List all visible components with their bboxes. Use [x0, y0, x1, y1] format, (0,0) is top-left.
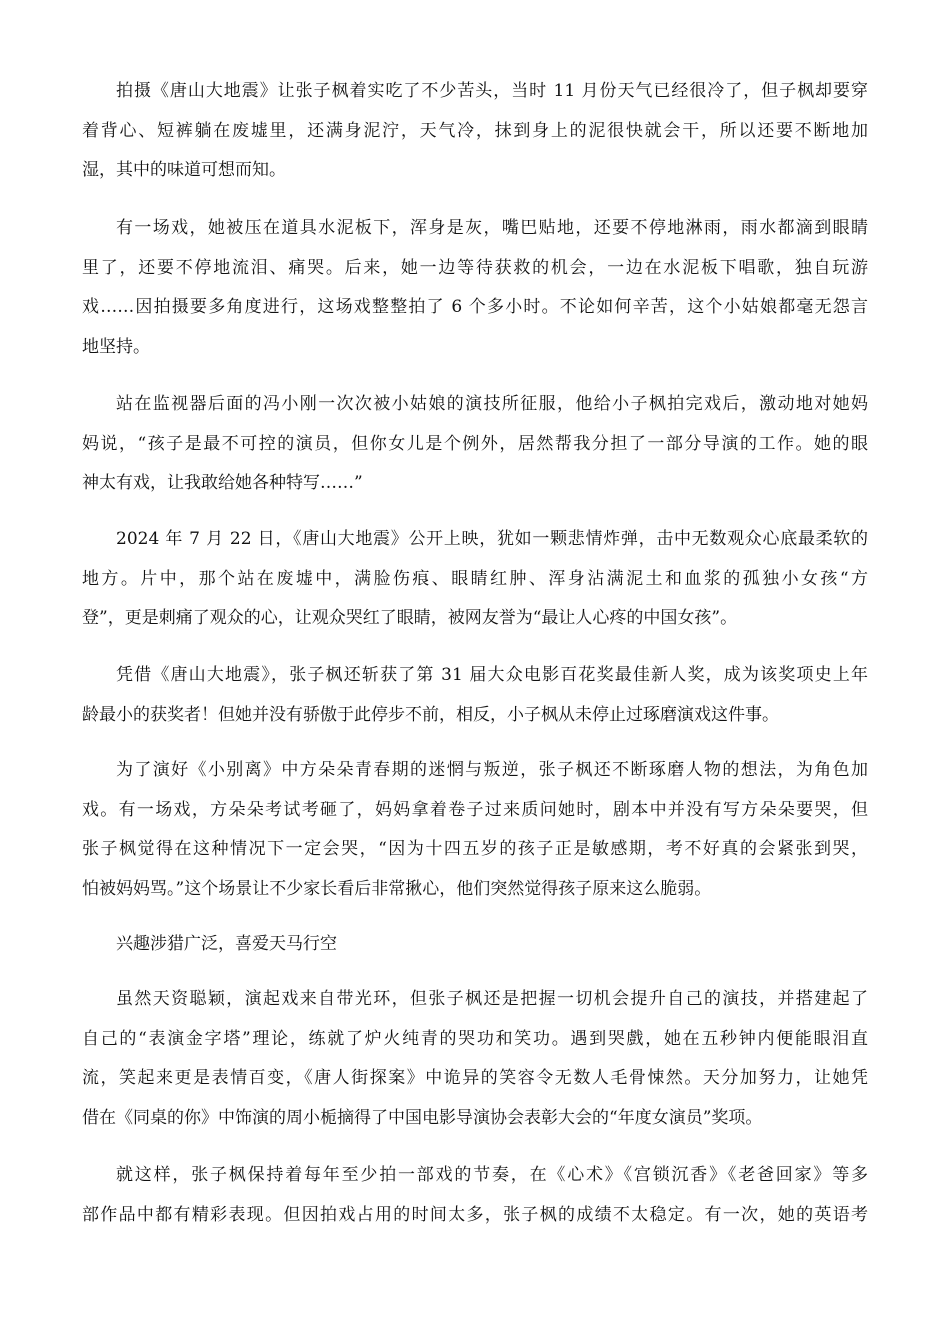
- text-line: 张子枫觉得在这种情况下一定会哭，“因为十四五岁的孩子正是敏感期，考不好真的会紧张到哭，: [82, 839, 868, 859]
- text-line: 自己的“表演金字塔”理论，练就了炉火纯青的哭功和笑功。遇到哭戲，她在五秒钟内便能眼泪直: [82, 1028, 868, 1049]
- text-line: 虽然天资聪颖，演起戏来自带光环，但张子枫还是把握一切机会提升自己的演技，并搭建起了: [116, 989, 868, 1009]
- text-line: 2024 年 7 月 22 日，《唐山大地震》公开上映，犹如一颗悲情炸弹，击中无数观众心底最柔软的: [116, 529, 868, 549]
- text-line: 戏……因拍摄要多角度进行，这场戏整整拍了 6 个多小时。不论如何辛苦，这个小姑娘都毫无怨言: [82, 297, 868, 317]
- text-line: 借在《同桌的你》中饰演的周小栀摘得了中国电影导演协会表彰大会的“年度女演员”奖项。: [82, 1107, 763, 1128]
- section-subheading: [82, 925, 868, 965]
- text-line: 站在监视器后面的冯小刚一次次被小姑娘的演技所征服，他给小子枫拍完戏后，激动地对她妈: [116, 394, 868, 414]
- text-line: 戏。有一场戏，方朵朵考试考砸了，妈妈拿着卷子过来质问她时，剧本中并没有写方朵朵要哭，但: [82, 799, 868, 820]
- text-line: 凭借《唐山大地震》，张子枫还斩获了第 31 届大众电影百花奖最佳新人奖，成为该奖项史上年: [116, 665, 868, 685]
- paragraph-award: [82, 656, 868, 735]
- paragraph-movie-release: [82, 520, 868, 639]
- text-line: 湿，其中的味道可想而知。: [82, 160, 286, 180]
- text-line: 流，笑起来更是表情百变，《唐人街探案》中诡异的笑容令无数人毛骨悚然。天分加努力，让她凭: [82, 1068, 868, 1088]
- text-line: 神太有戏，让我敢给她各种特写……”: [82, 473, 363, 493]
- paragraph-xiao-bie-li: [82, 751, 868, 909]
- text-line: 着背心、短裤躺在废墟里，还满身泥泞，天气冷，抹到身上的泥很快就会干，所以还要不断地加: [82, 120, 868, 141]
- text-line: 就这样，张子枫保持着每年至少拍一部戏的节奏，在《心术》《宫锁沉香》《老爸回家》等多: [116, 1165, 868, 1185]
- text-line: 有一场戏，她被压在道具水泥板下，浑身是灰，嘴巴贴地，还要不停地淋雨，雨水都滴到眼睛: [116, 218, 868, 238]
- text-line: 怕被妈妈骂。”这个场景让不少家长看后非常揪心，他们突然觉得孩子原来这么脆弱。: [82, 878, 712, 899]
- text-line: 龄最小的获奖者！但她并没有骄傲于此停步不前，相反，小子枫从未停止过琢磨演戏这件事。: [82, 704, 779, 725]
- text-line: 拍摄《唐山大地震》让张子枫着实吃了不少苦头，当时 11 月份天气已经很冷了，但子枫却要穿: [116, 81, 868, 101]
- paragraph-acting-pyramid: [82, 980, 868, 1138]
- paragraph-schedule-grades: [82, 1156, 868, 1235]
- text-line: 为了演好《小别离》中方朵朵青春期的迷惘与叛逆，张子枫还不断琢磨人物的想法，为角色加: [116, 760, 868, 780]
- paragraph-feng-xiaogang-praise: [82, 385, 868, 504]
- text-line: 地坚持。: [82, 336, 150, 357]
- text-line: 兴趣涉猎广泛，喜爱天马行空: [116, 934, 337, 954]
- text-line: 登”，更是刺痛了观众的心，让观众哭红了眼睛，被网友誉为“最让人心疼的中国女孩”。: [82, 608, 738, 628]
- paragraph-concrete-slab-scene: [82, 209, 868, 367]
- text-line: 部作品中都有精彩表现。但因拍戏占用的时间太多，张子枫的成绩不太稳定。有一次，她的英语考: [82, 1204, 868, 1225]
- paragraph-filming-hardship: [82, 72, 868, 191]
- text-line: 地方。片中，那个站在废墟中，满脸伤痕、眼睛红肿、浑身沾满泥土和血浆的孤独小女孩“方: [82, 568, 868, 589]
- text-line: 妈说，“孩子是最不可控的演员，但你女儿是个例外，居然帮我分担了一部分导演的工作。她的眼: [82, 433, 868, 454]
- text-line: 里了，还要不停地流泪、痛哭。后来，她一边等待获救的机会，一边在水泥板下唱歌，独自玩游: [82, 257, 868, 278]
